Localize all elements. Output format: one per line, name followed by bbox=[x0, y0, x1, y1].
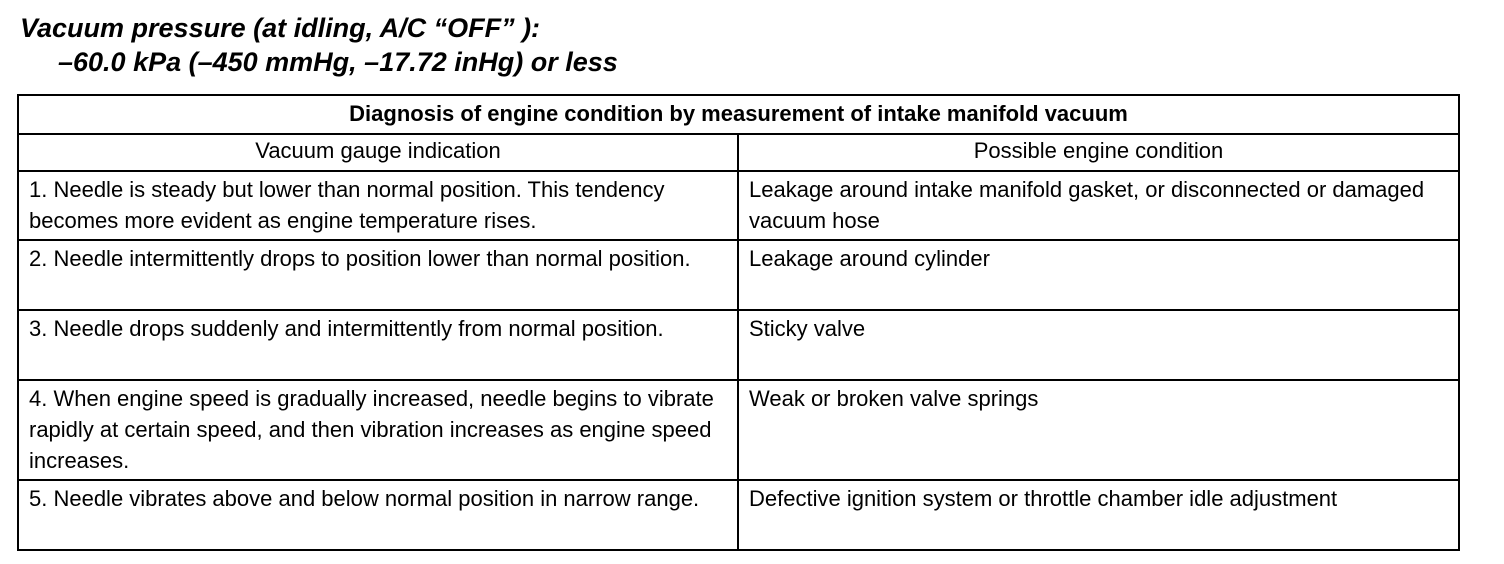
table-row bbox=[18, 171, 1459, 240]
spec-value: –60.0 kPa (–450 mmHg, –17.72 inHg) or less bbox=[58, 47, 618, 77]
condition-cell: Leakage around cylinder bbox=[738, 240, 1459, 310]
table-title: Diagnosis of engine condition by measurement of intake manifold vacuum bbox=[18, 95, 1459, 134]
indication-cell: 4. When engine speed is gradually increased, needle begins to vibrate rapidly at certain speed, and then vibration increases as engine speed increases. bbox=[18, 380, 738, 480]
indication-cell: 5. Needle vibrates above and below normal position in narrow range. bbox=[18, 480, 738, 550]
diagnosis-table bbox=[17, 94, 1460, 551]
condition-cell: Leakage around intake manifold gasket, or disconnected or damaged vacuum hose bbox=[738, 171, 1459, 240]
table-row bbox=[18, 310, 1459, 380]
indication-cell: 1. Needle is steady but lower than normal position. This tendency becomes more evident as engine temperature rises. bbox=[18, 171, 738, 240]
table-title-row bbox=[18, 95, 1459, 134]
table-row bbox=[18, 380, 1459, 480]
indication-cell: 2. Needle intermittently drops to position lower than normal position. bbox=[18, 240, 738, 310]
spec-label: Vacuum pressure (at idling, A/C “OFF” ): bbox=[20, 13, 541, 43]
table-header-row bbox=[18, 134, 1459, 171]
vacuum-pressure-spec bbox=[20, 11, 618, 79]
condition-cell: Weak or broken valve springs bbox=[738, 380, 1459, 480]
column-header-indication: Vacuum gauge indication bbox=[18, 134, 738, 171]
condition-cell: Defective ignition system or throttle chamber idle adjustment bbox=[738, 480, 1459, 550]
table-row bbox=[18, 240, 1459, 310]
table-row bbox=[18, 480, 1459, 550]
indication-cell: 3. Needle drops suddenly and intermittently from normal position. bbox=[18, 310, 738, 380]
column-header-condition: Possible engine condition bbox=[738, 134, 1459, 171]
condition-cell: Sticky valve bbox=[738, 310, 1459, 380]
